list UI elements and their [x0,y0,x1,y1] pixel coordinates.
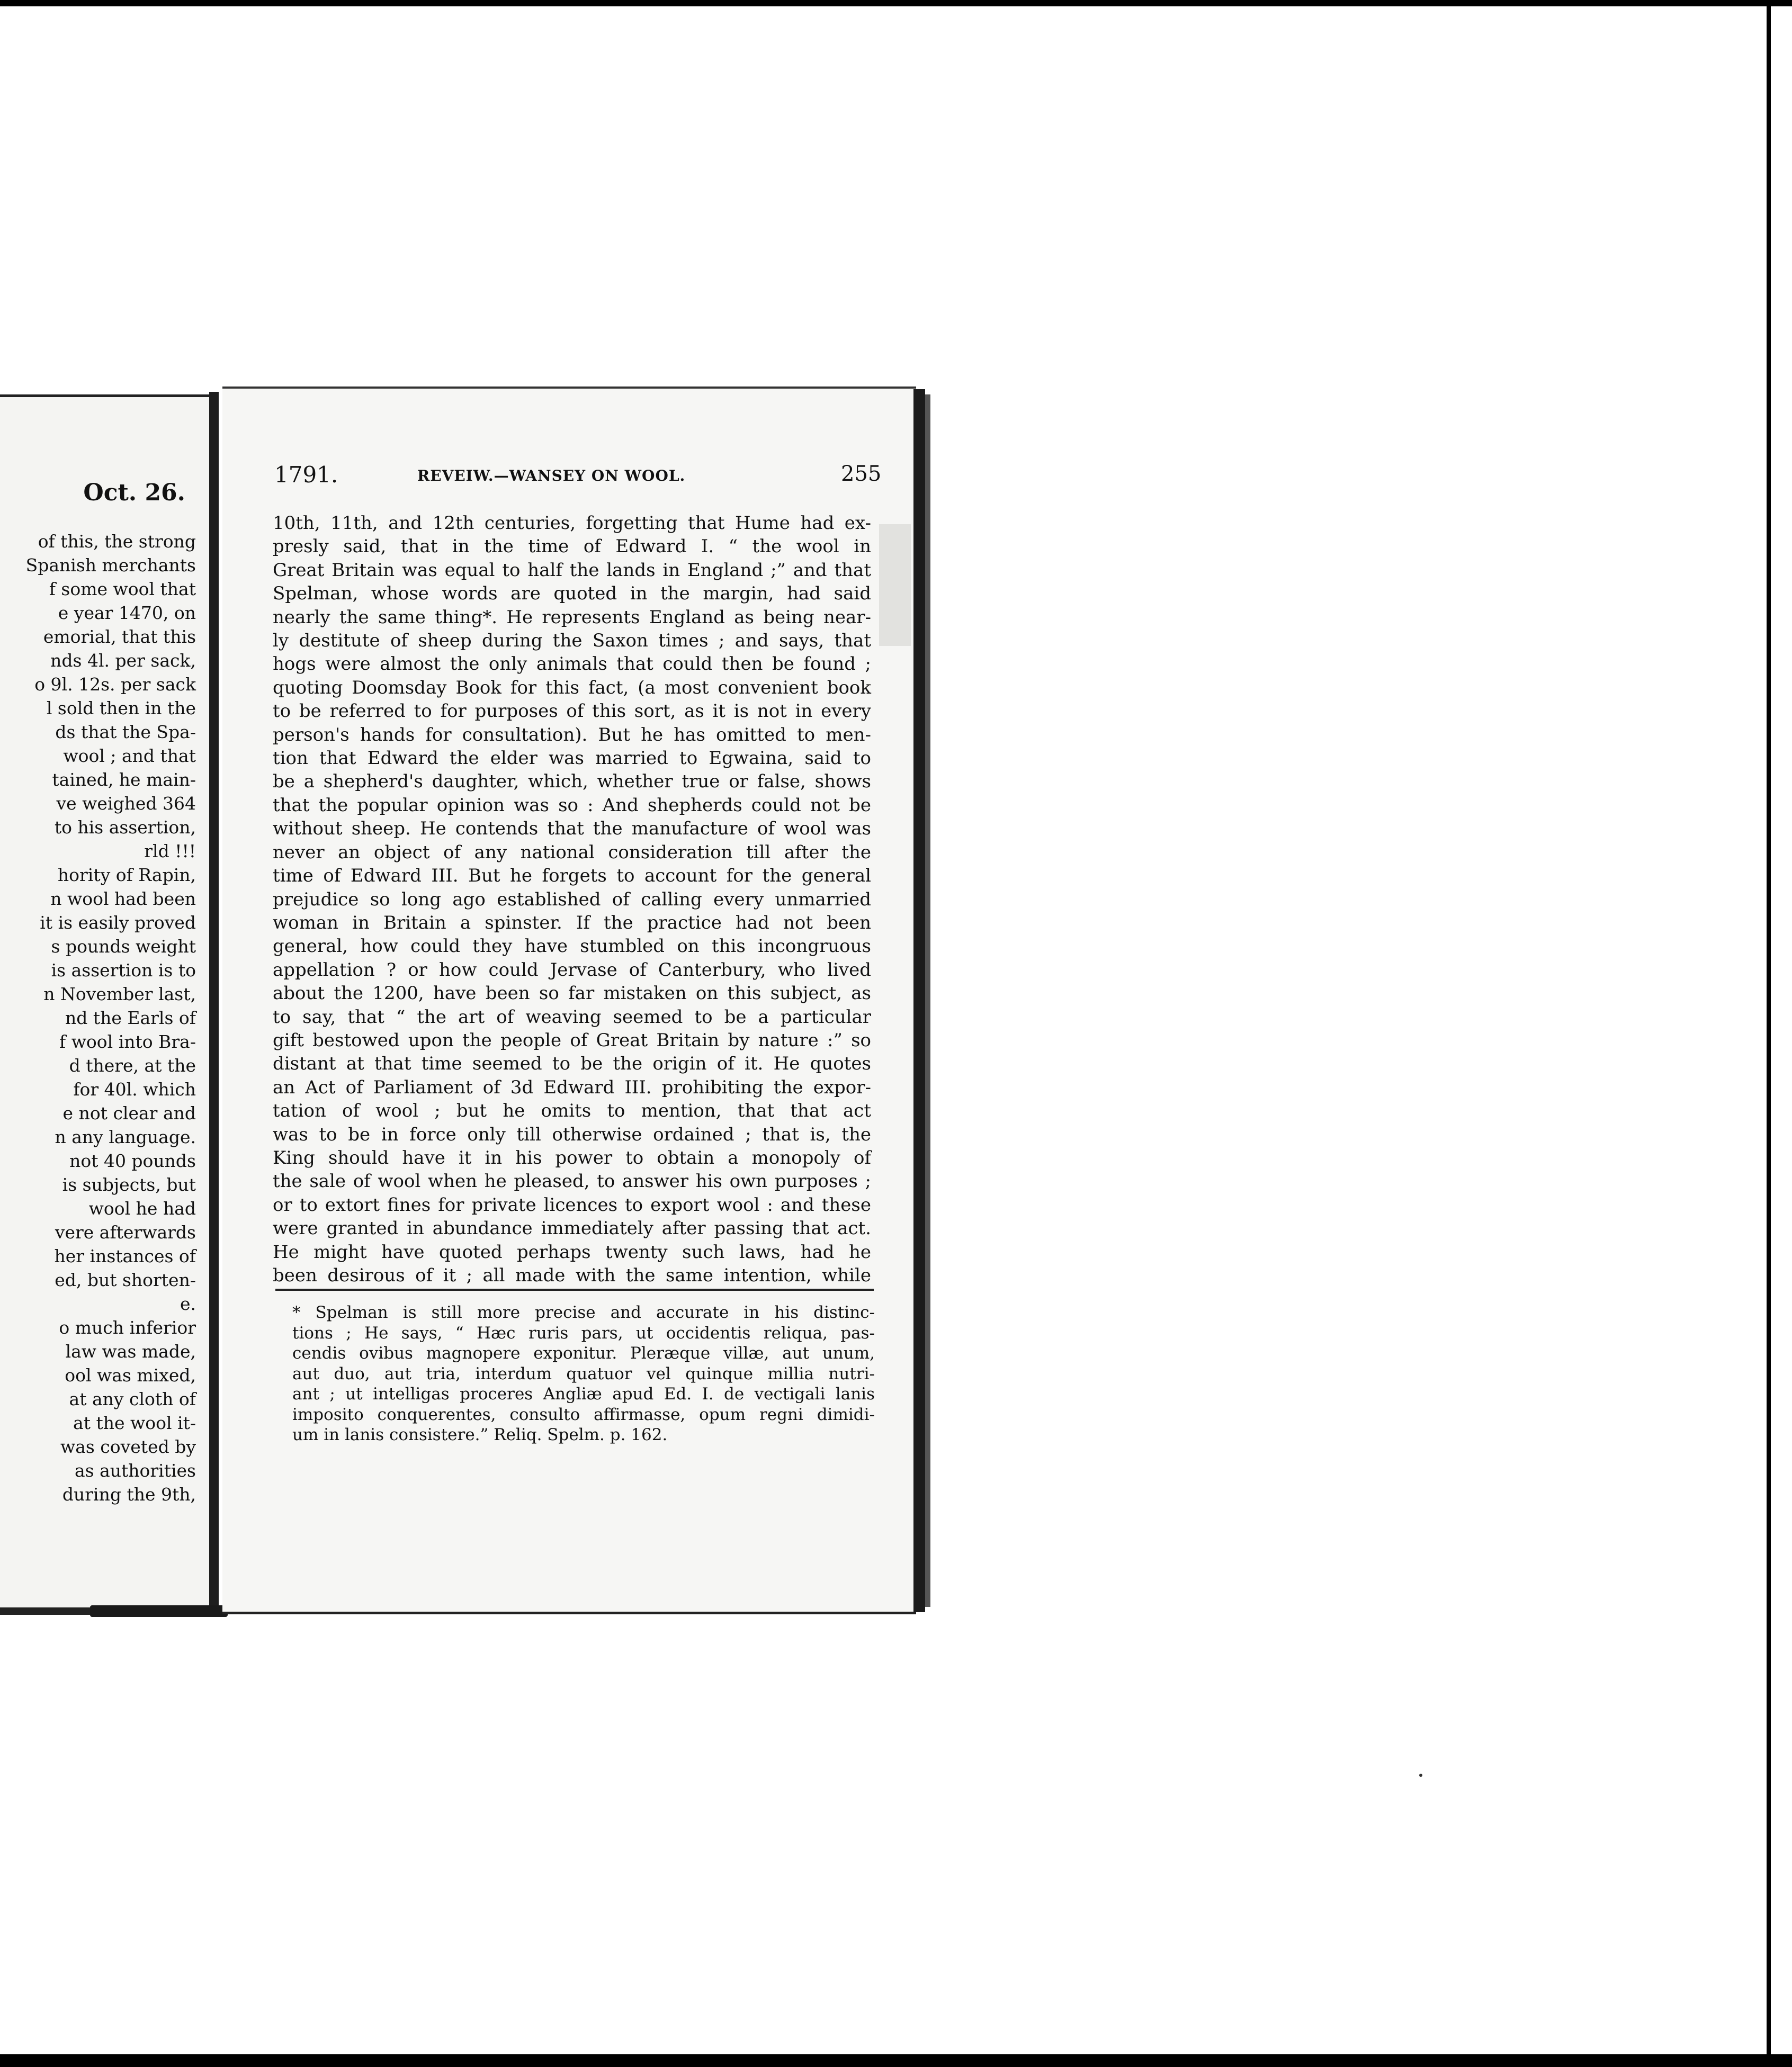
body-text-line: was to be in force only till otherwise ordained ; that is, the [273,1124,871,1145]
body-text-line: appellation ? or how could Jervase of Canterbury, who lived [273,959,871,981]
left-text-line: for 40l. which [73,1079,196,1100]
left-text-line: d there, at the [69,1055,196,1076]
body-text-line: Great Britain was equal to half the lands in England ;” and that [273,559,871,581]
right-page [222,387,916,1614]
left-text-line: her instances of [54,1246,196,1266]
left-page-text [0,529,196,1506]
footnote-line: aut duo, aut tria, interdum quatuor vel quinque millia nutri- [292,1364,875,1383]
left-text-line: e year 1470, on [58,603,196,623]
scan-speck [1419,1774,1422,1777]
left-text-line: n wool had been [50,888,196,909]
body-text-line: woman in Britain a spinster. If the practice had not been [273,912,871,933]
left-text-line: ve weighed 364 [56,793,196,814]
footnote-line: um in lanis consistere.” Reliq. Spelm. p. 162. [292,1425,668,1444]
scan-frame-right [1767,0,1771,2067]
body-text-line: never an object of any national consideration till after the [273,841,871,863]
body-text-line: nearly the same thing*. He represents England as being near- [273,606,871,628]
page-number: 255 [841,462,882,486]
body-text-line: hogs were almost the only animals that could then be found ; [273,653,871,675]
left-text-line: n any language. [55,1127,196,1147]
left-text-line: during the 9th, [62,1484,196,1505]
left-text-line: Spanish merchants [25,555,196,576]
left-text-line: at the wool it- [73,1413,196,1433]
body-text-line: quoting Doomsday Book for this fact, (a most convenient book [273,677,871,698]
body-text-line: time of Edward III. But he forgets to account for the general [273,865,871,887]
running-head-year: 1791. [274,462,338,488]
body-text-line: King should have it in his power to obtain a monopoly of [273,1147,871,1169]
left-page-header: Oct. 26. [83,479,185,506]
left-text-line: o much inferior [59,1317,196,1338]
scan-frame-bottom [0,2054,1792,2067]
footnote [292,1302,875,1445]
body-text-line: Spelman, whose words are quoted in the margin, had said [273,583,871,605]
running-head-title: REVEIW.—WANSEY ON WOOL. [417,467,686,484]
footnote-line: tions ; He says, “ Hæc ruris pars, ut occidentis reliqua, pas- [292,1323,875,1343]
left-text-line: nds 4l. per sack, [50,650,196,671]
scan-frame-top [0,0,1792,6]
body-text-line: He might have quoted perhaps twenty such laws, had he [273,1241,871,1263]
left-text-line: at any cloth of [69,1389,196,1409]
footnote-rule [275,1289,874,1291]
left-text-line: law was made, [65,1341,196,1362]
left-text-line: nd the Earls of [65,1008,196,1028]
left-text-line: emorial, that this [43,626,196,647]
left-text-line: ed, but shorten- [55,1270,196,1290]
left-text-line: as authorities [74,1460,196,1481]
left-text-line: f some wool that [49,579,196,599]
body-text-line: be a shepherd's daughter, which, whether true or false, shows [273,771,871,793]
body-text-line: prejudice so long ago established of calling every unmarried [273,888,871,910]
left-text-line: e not clear and [62,1103,196,1124]
body-text-line: an Act of Parliament of 3d Edward III. prohibiting the expor- [273,1076,871,1098]
left-text-line: it is easily proved [40,912,196,933]
footnote-line: cendis ovibus magnopere exponitur. Pleræque villæ, aut unum, [292,1344,875,1363]
body-text-line: to say, that “ the art of weaving seemed to be a particular [273,1006,871,1028]
left-text-line: e. [180,1293,196,1314]
left-text-line: f wool into Bra- [59,1031,196,1052]
left-text-line: was coveted by [60,1436,196,1457]
left-text-line: ds that the Spa- [55,722,196,742]
left-text-line: s pounds weight [51,936,196,957]
left-text-line: to his assertion, [54,817,196,838]
body-text-line: tion that Edward the elder was married to Egwaina, said to [273,748,871,769]
left-text-line: hority of Rapin, [57,865,196,885]
body-text-line: gift bestowed upon the people of Great Britain by nature :” so [273,1029,871,1051]
gutter-shadow [90,1605,228,1617]
body-text-line: ly destitute of sheep during the Saxon times ; and says, that [273,630,871,652]
body-text-line: been desirous of it ; all made with the same intention, while [273,1265,871,1286]
body-text-line: general, how could they have stumbled on this incongruous [273,936,871,957]
body-text-line: person's hands for consultation). But he has omitted to men- [273,724,871,745]
footnote-line: ant ; ut intelligas proceres Angliæ apud Ed. I. de vectigali lanis [292,1385,875,1404]
body-text-line: that the popular opinion was so : And shepherds could not be [273,794,871,816]
footnote-line: * Spelman is still more precise and accurate in his distinc- [292,1303,875,1322]
body-text-line: presly said, that in the time of Edward I. “ the wool in [273,536,871,558]
left-text-line: is assertion is to [51,960,196,981]
page-tear [879,524,911,646]
left-text-line: wool ; and that [63,745,196,766]
body-text-line: the sale of wool when he pleased, to answer his own purposes ; [273,1171,871,1192]
book-spine-edge [925,394,930,1607]
left-text-line: is subjects, but [62,1174,196,1195]
left-text-line: rld !!! [144,841,196,861]
left-text-line: n November last, [43,984,196,1004]
left-page [0,394,217,1615]
body-text-line: distant at that time seemed to be the origin of it. He quotes [273,1053,871,1075]
body-text-line: were granted in abundance immediately after passing that act. [273,1218,871,1239]
body-text-line: about the 1200, have been so far mistaken on this subject, as [273,983,871,1004]
body-text [273,511,871,1287]
left-text-line: vere afterwards [55,1222,196,1243]
book-gutter [209,392,219,1612]
running-head [274,462,882,488]
body-text-line: without sheep. He contends that the manufacture of wool was [273,818,871,840]
left-text-line: of this, the strong [38,531,196,552]
body-text-line: tation of wool ; but he omits to mention, that that act [273,1100,871,1122]
body-text-line: to be referred to for purposes of this sort, as it is not in every [273,700,871,722]
left-text-line: l sold then in the [46,698,196,718]
left-text-line: not 40 pounds [69,1151,196,1171]
left-text-line: o 9l. 12s. per sack [34,674,196,695]
body-text-line: or to extort fines for private licences to export wool : and these [273,1194,871,1216]
body-text-line: 10th, 11th, and 12th centuries, forgetting that Hume had ex- [273,513,871,534]
left-text-line: tained, he main- [52,769,196,790]
left-text-line: wool he had [88,1198,196,1219]
book-spine [913,389,925,1612]
left-text-line: ool was mixed, [65,1365,196,1386]
footnote-line: imposito conquerentes, consulto affirmasse, opum regni dimidi- [292,1405,875,1424]
